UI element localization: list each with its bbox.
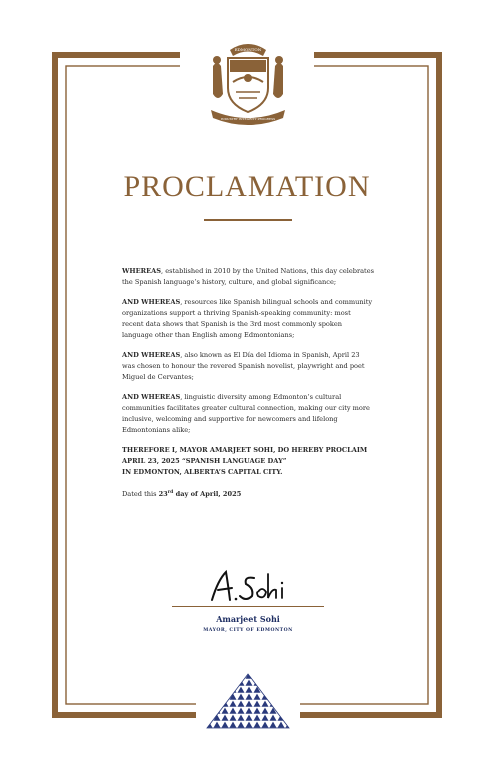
paragraph-text: , linguistic diversity among Edmonton’s cultural communities facilitates greater cultural connection, making our city more inclusive, welcoming and supportive for newcomers and lifelong Edmontonians alike; — [122, 393, 370, 434]
dated-suffix: rd — [167, 490, 174, 495]
proclamation-line-1: THEREFORE I, MAYOR AMARJEET SOHI, DO HEREBY PROCLAIM — [122, 446, 368, 454]
dated-line — [122, 487, 374, 500]
dated-prefix: Dated this — [122, 490, 159, 499]
dated-day: 23 — [158, 490, 168, 499]
whereas-paragraph-4 — [122, 392, 374, 436]
dated-rest: day of April, 2025 — [173, 490, 242, 499]
signature-line — [172, 606, 324, 607]
crest-motto-top: EDMONTON — [234, 47, 262, 52]
title-divider — [204, 219, 292, 221]
signatory-name: Amarjeet Sohi — [216, 614, 280, 624]
city-of-edmonton-logo-icon — [205, 672, 291, 730]
proclamation-line-2: APRIL 23, 2025 “SPANISH LANGUAGE DAY” — [122, 457, 287, 465]
paragraph-lead: WHEREAS — [122, 267, 162, 275]
proclamation-body — [122, 266, 374, 509]
edmonton-coat-of-arms-icon — [203, 36, 293, 126]
whereas-paragraph-1 — [122, 266, 374, 288]
paragraph-text: , established in 2010 by the United Nations, this day celebrates the Spanish language’s history, culture, and global significance; — [122, 267, 374, 286]
paragraph-text: , also known as El Día del Idioma in Spanish, April 23 was chosen to honour the revered Spanish novelist, playwright and poet Miguel de Cervantes; — [122, 351, 365, 381]
paragraph-lead: AND WHEREAS — [122, 351, 181, 359]
whereas-paragraph-2 — [122, 297, 374, 341]
whereas-paragraph-3 — [122, 350, 374, 383]
proclamation-line-3: IN EDMONTON, ALBERTA’S CAPITAL CITY. — [122, 468, 283, 476]
proclamation-statement — [122, 445, 374, 478]
paragraph-lead: AND WHEREAS — [122, 393, 181, 401]
signatory-title: MAYOR, CITY OF EDMONTON — [203, 628, 293, 633]
handwritten-signature — [206, 568, 290, 606]
page-title: PROCLAMATION — [123, 170, 371, 203]
paragraph-text: , resources like Spanish bilingual schools and community organizations support a thriving Spanish-speaking community: most recent data shows that Spanish is the 3rd most commonly spoken language other than English among Edmontonians; — [122, 298, 373, 339]
signature-block — [172, 566, 324, 646]
crest-motto-banner: INDUSTRY INTEGRITY PROGRESS — [220, 117, 276, 121]
paragraph-lead: AND WHEREAS — [122, 298, 181, 306]
